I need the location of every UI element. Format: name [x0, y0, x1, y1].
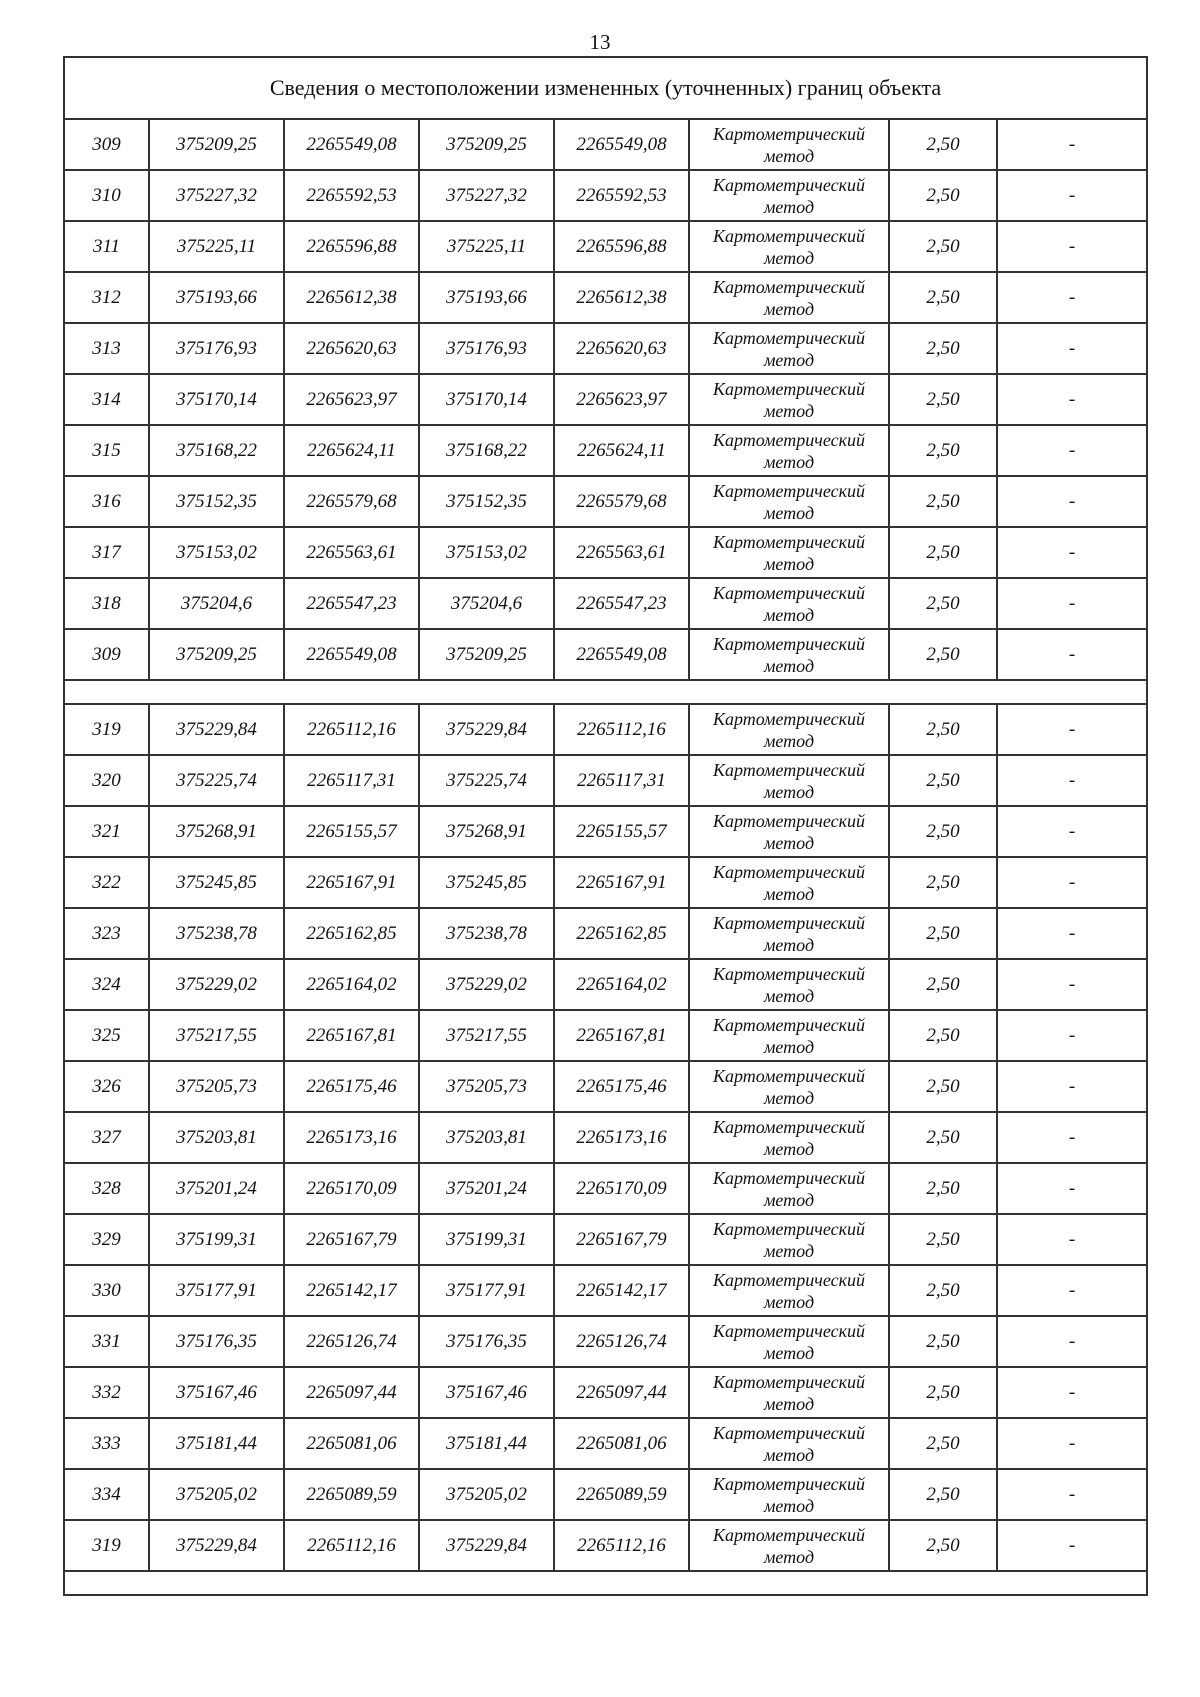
x-updated-cell: 375225,11: [419, 221, 554, 272]
point-number-cell: 310: [64, 170, 149, 221]
y-existing-cell: 2265624,11: [284, 425, 419, 476]
x-existing-cell: 375209,25: [149, 629, 284, 680]
y-existing-cell: 2265623,97: [284, 374, 419, 425]
y-updated-cell: 2265117,31: [554, 755, 689, 806]
boundary-table: [63, 56, 1148, 1596]
x-existing-cell: 375193,66: [149, 272, 284, 323]
x-updated-cell: 375204,6: [419, 578, 554, 629]
point-number-cell: 312: [64, 272, 149, 323]
point-number-cell: 319: [64, 1520, 149, 1571]
description-cell: -: [997, 806, 1147, 857]
description-cell: -: [997, 1418, 1147, 1469]
x-existing-cell: 375238,78: [149, 908, 284, 959]
accuracy-cell: 2,50: [889, 1163, 997, 1214]
table-row: [64, 806, 1147, 857]
accuracy-cell: 2,50: [889, 806, 997, 857]
description-cell: -: [997, 1010, 1147, 1061]
x-updated-cell: 375203,81: [419, 1112, 554, 1163]
method-cell: Картометрический метод: [689, 1520, 889, 1571]
y-existing-cell: 2265164,02: [284, 959, 419, 1010]
y-existing-cell: 2265547,23: [284, 578, 419, 629]
x-existing-cell: 375205,02: [149, 1469, 284, 1520]
x-existing-cell: 375229,02: [149, 959, 284, 1010]
y-existing-cell: 2265081,06: [284, 1418, 419, 1469]
accuracy-cell: 2,50: [889, 908, 997, 959]
y-existing-cell: 2265170,09: [284, 1163, 419, 1214]
y-updated-cell: 2265126,74: [554, 1316, 689, 1367]
table-title: Сведения о местоположении измененных (уточненных) границ объекта: [64, 57, 1147, 119]
point-number-cell: 317: [64, 527, 149, 578]
y-updated-cell: 2265162,85: [554, 908, 689, 959]
y-existing-cell: 2265612,38: [284, 272, 419, 323]
accuracy-cell: 2,50: [889, 374, 997, 425]
y-existing-cell: 2265592,53: [284, 170, 419, 221]
description-cell: -: [997, 119, 1147, 170]
x-existing-cell: 375199,31: [149, 1214, 284, 1265]
description-cell: -: [997, 374, 1147, 425]
y-existing-cell: 2265549,08: [284, 629, 419, 680]
y-existing-cell: 2265155,57: [284, 806, 419, 857]
table-row: [64, 959, 1147, 1010]
description-cell: -: [997, 425, 1147, 476]
method-cell: Картометрический метод: [689, 476, 889, 527]
point-number-cell: 331: [64, 1316, 149, 1367]
y-updated-cell: 2265175,46: [554, 1061, 689, 1112]
accuracy-cell: 2,50: [889, 1214, 997, 1265]
y-updated-cell: 2265549,08: [554, 629, 689, 680]
description-cell: -: [997, 1469, 1147, 1520]
description-cell: -: [997, 170, 1147, 221]
method-cell: Картометрический метод: [689, 170, 889, 221]
x-existing-cell: 375217,55: [149, 1010, 284, 1061]
method-cell: Картометрический метод: [689, 1367, 889, 1418]
method-cell: Картометрический метод: [689, 908, 889, 959]
x-existing-cell: 375268,91: [149, 806, 284, 857]
accuracy-cell: 2,50: [889, 1316, 997, 1367]
x-existing-cell: 375203,81: [149, 1112, 284, 1163]
x-existing-cell: 375176,35: [149, 1316, 284, 1367]
x-updated-cell: 375181,44: [419, 1418, 554, 1469]
description-cell: -: [997, 755, 1147, 806]
accuracy-cell: 2,50: [889, 1265, 997, 1316]
accuracy-cell: 2,50: [889, 1469, 997, 1520]
y-updated-cell: 2265112,16: [554, 1520, 689, 1571]
method-cell: Картометрический метод: [689, 704, 889, 755]
y-updated-cell: 2265549,08: [554, 119, 689, 170]
point-number-cell: 333: [64, 1418, 149, 1469]
method-cell: Картометрический метод: [689, 221, 889, 272]
description-cell: -: [997, 323, 1147, 374]
y-existing-cell: 2265173,16: [284, 1112, 419, 1163]
x-existing-cell: 375201,24: [149, 1163, 284, 1214]
description-cell: -: [997, 704, 1147, 755]
accuracy-cell: 2,50: [889, 1112, 997, 1163]
x-existing-cell: 375177,91: [149, 1265, 284, 1316]
accuracy-cell: 2,50: [889, 1010, 997, 1061]
group-separator-cell: [64, 680, 1147, 704]
method-cell: Картометрический метод: [689, 374, 889, 425]
method-cell: Картометрический метод: [689, 629, 889, 680]
x-existing-cell: 375209,25: [149, 119, 284, 170]
table-row: [64, 1061, 1147, 1112]
x-existing-cell: 375168,22: [149, 425, 284, 476]
table-row: [64, 755, 1147, 806]
table-row: [64, 1112, 1147, 1163]
method-cell: Картометрический метод: [689, 272, 889, 323]
y-updated-cell: 2265167,79: [554, 1214, 689, 1265]
method-cell: Картометрический метод: [689, 857, 889, 908]
y-existing-cell: 2265142,17: [284, 1265, 419, 1316]
x-existing-cell: 375153,02: [149, 527, 284, 578]
accuracy-cell: 2,50: [889, 425, 997, 476]
point-number-cell: 329: [64, 1214, 149, 1265]
accuracy-cell: 2,50: [889, 119, 997, 170]
y-updated-cell: 2265623,97: [554, 374, 689, 425]
y-updated-cell: 2265612,38: [554, 272, 689, 323]
table-row: [64, 1163, 1147, 1214]
method-cell: Картометрический метод: [689, 806, 889, 857]
point-number-cell: 324: [64, 959, 149, 1010]
y-updated-cell: 2265155,57: [554, 806, 689, 857]
accuracy-cell: 2,50: [889, 527, 997, 578]
y-updated-cell: 2265173,16: [554, 1112, 689, 1163]
description-cell: -: [997, 908, 1147, 959]
y-updated-cell: 2265167,81: [554, 1010, 689, 1061]
x-updated-cell: 375217,55: [419, 1010, 554, 1061]
table-row: [64, 1010, 1147, 1061]
x-updated-cell: 375152,35: [419, 476, 554, 527]
accuracy-cell: 2,50: [889, 1367, 997, 1418]
x-updated-cell: 375205,02: [419, 1469, 554, 1520]
method-cell: Картометрический метод: [689, 1265, 889, 1316]
point-number-cell: 321: [64, 806, 149, 857]
x-existing-cell: 375229,84: [149, 1520, 284, 1571]
x-updated-cell: 375229,02: [419, 959, 554, 1010]
x-existing-cell: 375245,85: [149, 857, 284, 908]
x-updated-cell: 375238,78: [419, 908, 554, 959]
y-existing-cell: 2265596,88: [284, 221, 419, 272]
point-number-cell: 313: [64, 323, 149, 374]
x-updated-cell: 375168,22: [419, 425, 554, 476]
y-existing-cell: 2265162,85: [284, 908, 419, 959]
y-existing-cell: 2265097,44: [284, 1367, 419, 1418]
x-existing-cell: 375225,74: [149, 755, 284, 806]
y-updated-cell: 2265081,06: [554, 1418, 689, 1469]
x-existing-cell: 375170,14: [149, 374, 284, 425]
description-cell: -: [997, 1520, 1147, 1571]
table-row: [64, 527, 1147, 578]
accuracy-cell: 2,50: [889, 1520, 997, 1571]
description-cell: -: [997, 578, 1147, 629]
x-existing-cell: 375167,46: [149, 1367, 284, 1418]
method-cell: Картометрический метод: [689, 425, 889, 476]
y-updated-cell: 2265167,91: [554, 857, 689, 908]
point-number-cell: 325: [64, 1010, 149, 1061]
table-row: [64, 119, 1147, 170]
y-existing-cell: 2265549,08: [284, 119, 419, 170]
table-row: [64, 578, 1147, 629]
x-existing-cell: 375176,93: [149, 323, 284, 374]
point-number-cell: 334: [64, 1469, 149, 1520]
x-existing-cell: 375181,44: [149, 1418, 284, 1469]
y-existing-cell: 2265089,59: [284, 1469, 419, 1520]
y-updated-cell: 2265097,44: [554, 1367, 689, 1418]
description-cell: -: [997, 1265, 1147, 1316]
x-existing-cell: 375227,32: [149, 170, 284, 221]
description-cell: -: [997, 221, 1147, 272]
point-number-cell: 320: [64, 755, 149, 806]
y-updated-cell: 2265164,02: [554, 959, 689, 1010]
description-cell: -: [997, 1214, 1147, 1265]
point-number-cell: 309: [64, 629, 149, 680]
x-updated-cell: 375170,14: [419, 374, 554, 425]
accuracy-cell: 2,50: [889, 959, 997, 1010]
x-existing-cell: 375205,73: [149, 1061, 284, 1112]
y-existing-cell: 2265126,74: [284, 1316, 419, 1367]
point-number-cell: 316: [64, 476, 149, 527]
description-cell: -: [997, 857, 1147, 908]
point-number-cell: 328: [64, 1163, 149, 1214]
method-cell: Картометрический метод: [689, 1469, 889, 1520]
page-number: 13: [589, 30, 611, 54]
x-updated-cell: 375199,31: [419, 1214, 554, 1265]
x-updated-cell: 375176,93: [419, 323, 554, 374]
x-updated-cell: 375229,84: [419, 1520, 554, 1571]
method-cell: Картометрический метод: [689, 119, 889, 170]
y-updated-cell: 2265112,16: [554, 704, 689, 755]
point-number-cell: 311: [64, 221, 149, 272]
y-updated-cell: 2265579,68: [554, 476, 689, 527]
table-row: [64, 221, 1147, 272]
y-updated-cell: 2265563,61: [554, 527, 689, 578]
point-number-cell: 332: [64, 1367, 149, 1418]
accuracy-cell: 2,50: [889, 755, 997, 806]
x-updated-cell: 375201,24: [419, 1163, 554, 1214]
table-row: [64, 476, 1147, 527]
y-existing-cell: 2265167,91: [284, 857, 419, 908]
accuracy-cell: 2,50: [889, 629, 997, 680]
y-updated-cell: 2265596,88: [554, 221, 689, 272]
table-row: [64, 629, 1147, 680]
point-number-cell: 326: [64, 1061, 149, 1112]
accuracy-cell: 2,50: [889, 272, 997, 323]
x-updated-cell: 375193,66: [419, 272, 554, 323]
table-row: [64, 1316, 1147, 1367]
method-cell: Картометрический метод: [689, 1316, 889, 1367]
table-row: [64, 704, 1147, 755]
x-updated-cell: 375268,91: [419, 806, 554, 857]
table-row: [64, 1265, 1147, 1316]
x-updated-cell: 375177,91: [419, 1265, 554, 1316]
y-existing-cell: 2265167,81: [284, 1010, 419, 1061]
description-cell: -: [997, 959, 1147, 1010]
table-row: [64, 1214, 1147, 1265]
table-row: [64, 908, 1147, 959]
x-updated-cell: 375209,25: [419, 629, 554, 680]
method-cell: Картометрический метод: [689, 578, 889, 629]
method-cell: Картометрический метод: [689, 1163, 889, 1214]
table-row: [64, 1520, 1147, 1571]
point-number-cell: 315: [64, 425, 149, 476]
method-cell: Картометрический метод: [689, 1214, 889, 1265]
x-updated-cell: 375245,85: [419, 857, 554, 908]
y-updated-cell: 2265089,59: [554, 1469, 689, 1520]
accuracy-cell: 2,50: [889, 476, 997, 527]
table-row: [64, 170, 1147, 221]
table-row: [64, 323, 1147, 374]
point-number-cell: 319: [64, 704, 149, 755]
point-number-cell: 318: [64, 578, 149, 629]
description-cell: -: [997, 1061, 1147, 1112]
method-cell: Картометрический метод: [689, 1418, 889, 1469]
accuracy-cell: 2,50: [889, 170, 997, 221]
group-separator-row: [64, 680, 1147, 704]
y-existing-cell: 2265579,68: [284, 476, 419, 527]
table-row: [64, 1469, 1147, 1520]
x-existing-cell: 375204,6: [149, 578, 284, 629]
accuracy-cell: 2,50: [889, 1061, 997, 1112]
x-existing-cell: 375225,11: [149, 221, 284, 272]
accuracy-cell: 2,50: [889, 578, 997, 629]
x-updated-cell: 375209,25: [419, 119, 554, 170]
group-separator-cell: [64, 1571, 1147, 1595]
point-number-cell: 330: [64, 1265, 149, 1316]
table-row: [64, 374, 1147, 425]
point-number-cell: 314: [64, 374, 149, 425]
table-row: [64, 1367, 1147, 1418]
group-separator-row: [64, 1571, 1147, 1595]
description-cell: -: [997, 272, 1147, 323]
y-existing-cell: 2265620,63: [284, 323, 419, 374]
method-cell: Картометрический метод: [689, 1010, 889, 1061]
y-updated-cell: 2265592,53: [554, 170, 689, 221]
x-updated-cell: 375225,74: [419, 755, 554, 806]
y-updated-cell: 2265142,17: [554, 1265, 689, 1316]
method-cell: Картометрический метод: [689, 323, 889, 374]
x-updated-cell: 375229,84: [419, 704, 554, 755]
y-updated-cell: 2265170,09: [554, 1163, 689, 1214]
accuracy-cell: 2,50: [889, 221, 997, 272]
description-cell: -: [997, 629, 1147, 680]
y-updated-cell: 2265547,23: [554, 578, 689, 629]
accuracy-cell: 2,50: [889, 704, 997, 755]
y-existing-cell: 2265112,16: [284, 1520, 419, 1571]
accuracy-cell: 2,50: [889, 857, 997, 908]
accuracy-cell: 2,50: [889, 323, 997, 374]
table-row: [64, 857, 1147, 908]
y-existing-cell: 2265167,79: [284, 1214, 419, 1265]
y-updated-cell: 2265620,63: [554, 323, 689, 374]
method-cell: Картометрический метод: [689, 1112, 889, 1163]
y-existing-cell: 2265112,16: [284, 704, 419, 755]
table-row: [64, 1418, 1147, 1469]
description-cell: -: [997, 1112, 1147, 1163]
method-cell: Картометрический метод: [689, 527, 889, 578]
point-number-cell: 309: [64, 119, 149, 170]
accuracy-cell: 2,50: [889, 1418, 997, 1469]
y-existing-cell: 2265117,31: [284, 755, 419, 806]
y-existing-cell: 2265175,46: [284, 1061, 419, 1112]
x-updated-cell: 375153,02: [419, 527, 554, 578]
method-cell: Картометрический метод: [689, 959, 889, 1010]
x-updated-cell: 375205,73: [419, 1061, 554, 1112]
point-number-cell: 323: [64, 908, 149, 959]
point-number-cell: 322: [64, 857, 149, 908]
point-number-cell: 327: [64, 1112, 149, 1163]
table-row: [64, 425, 1147, 476]
x-updated-cell: 375227,32: [419, 170, 554, 221]
description-cell: -: [997, 1316, 1147, 1367]
x-updated-cell: 375176,35: [419, 1316, 554, 1367]
x-existing-cell: 375229,84: [149, 704, 284, 755]
table-row: [64, 272, 1147, 323]
description-cell: -: [997, 1163, 1147, 1214]
method-cell: Картометрический метод: [689, 755, 889, 806]
x-updated-cell: 375167,46: [419, 1367, 554, 1418]
y-updated-cell: 2265624,11: [554, 425, 689, 476]
x-existing-cell: 375152,35: [149, 476, 284, 527]
description-cell: -: [997, 1367, 1147, 1418]
y-existing-cell: 2265563,61: [284, 527, 419, 578]
description-cell: -: [997, 527, 1147, 578]
description-cell: -: [997, 476, 1147, 527]
method-cell: Картометрический метод: [689, 1061, 889, 1112]
